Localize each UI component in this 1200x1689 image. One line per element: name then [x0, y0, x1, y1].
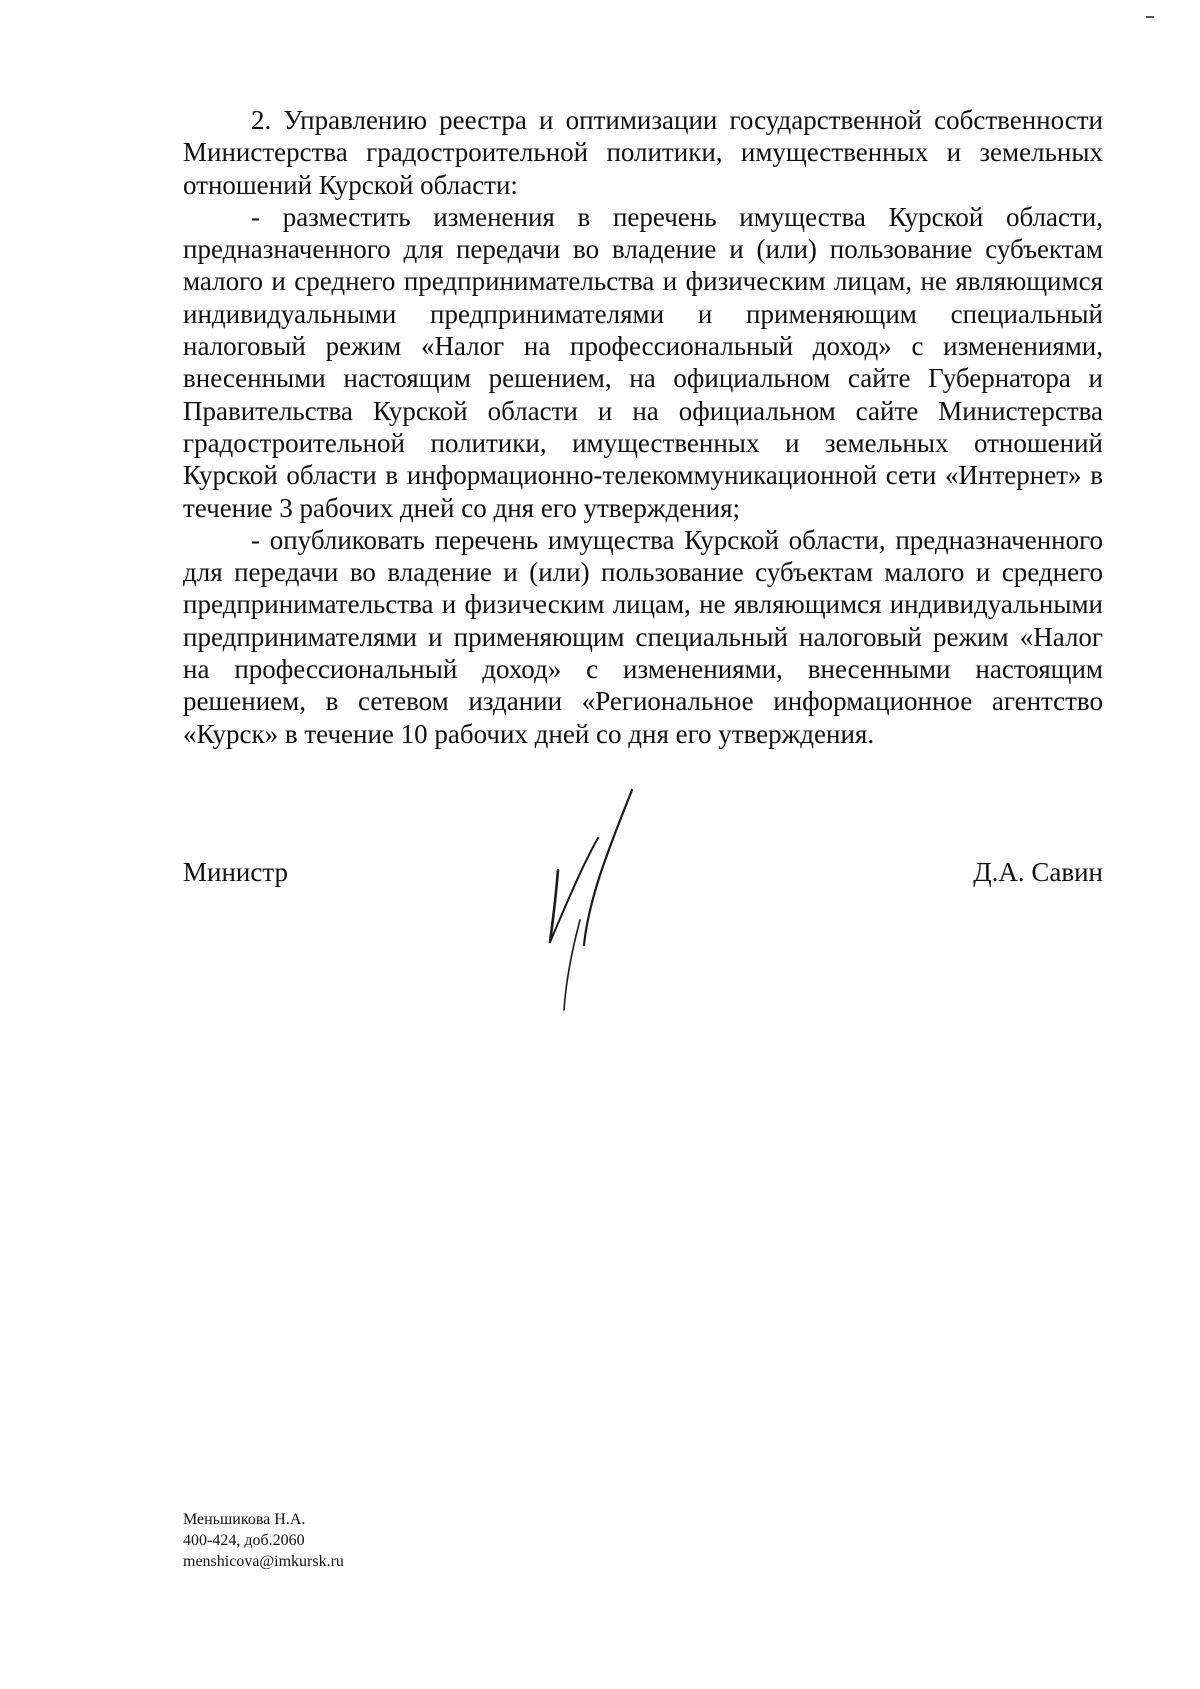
executor-email: menshicova@imkursk.ru: [183, 1553, 344, 1570]
executor-name: Меньшикова Н.А.: [183, 1511, 306, 1528]
paragraph-publish-changes: - разместить изменения в перечень имущества Курской области, предназначенного для передачи во владение и (или) пользование субъектам малого и среднего предпринимательства и физическим лицам, не являющимся индивидуальными предпринимателями и применяющим специальный налоговый режим «Налог на профессиональный доход» с изменениями, внесенными настоящим решением, на официальном сайте Губернатора и Правительства Курской области и на официальном сайте Министерства градостроительной политики, имущественных и земельных отношений Курской области в информационно-телекоммуникационной сети «Интернет» в течение 3 рабочих дней со дня его утверждения;: [183, 201, 1103, 523]
executor-phone: 400-424, доб.2060: [183, 1532, 305, 1549]
handwritten-signature: [540, 770, 640, 1030]
paragraph-item-2: 2. Управлению реестра и оптимизации государственной собственности Министерства градостроительной политики, имущественных и земельных отношений Курской области:: [183, 105, 1103, 200]
paragraph-publish-list: - опубликовать перечень имущества Курской области, предназначенного для передачи во владение и (или) пользование субъектам малого и среднего предпринимательства и физическим лицам, не являющимся индивидуальными предпринимателями и применяющим специальный налоговый режим «Налог на профессиональный доход» с изменениями, внесенными настоящим решением, в сетевом издании «Региональное информационное агентство «Курск» в течение 10 рабочих дней со дня его утверждения.: [183, 524, 1103, 749]
document-body: [183, 104, 1103, 750]
signer-name: Д.А. Савин: [973, 857, 1103, 887]
executor-info: [183, 1509, 344, 1572]
signer-title: Министр: [183, 857, 288, 887]
scan-mark: [1146, 16, 1154, 18]
